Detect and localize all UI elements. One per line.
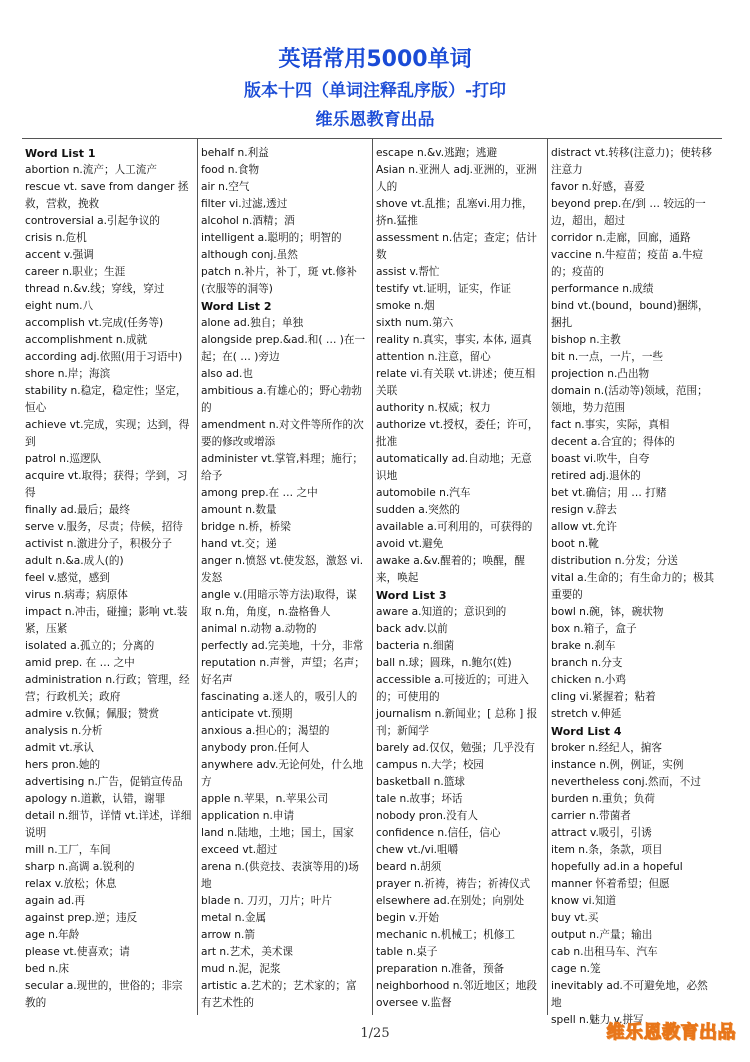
word-entry: artistic a.艺术的；艺术家的；富有艺术性的 xyxy=(201,980,357,1009)
publisher-watermark: 维乐恩教育出品 xyxy=(606,1022,736,1043)
word-entry: virus n.病毒；病原体 xyxy=(25,589,128,601)
word-entry: sharp n.高调 a.锐利的 xyxy=(25,861,135,873)
word-entry: bishop n.主教 xyxy=(551,334,621,346)
document-subtitle: 版本十四（单词注释乱序版）-打印 xyxy=(243,81,507,101)
word-entry: finally ad.最后；最终 xyxy=(25,504,130,516)
word-entry: bowl n.碗，钵，碗状物 xyxy=(551,606,664,618)
word-entry: application n.申请 xyxy=(201,810,295,822)
word-entry: amendment n.对文件等所作的次要的修改或增添 xyxy=(201,419,364,448)
word-entry: beard n.胡须 xyxy=(376,861,442,873)
word-list-heading: Word List 2 xyxy=(201,300,272,313)
word-entry: awake a.&v.醒着的；唤醒，醒来，唤起 xyxy=(376,555,525,584)
word-entry: anxious a.担心的；渴望的 xyxy=(201,725,330,737)
word-entry: bridge n.桥，桥梁 xyxy=(201,521,291,533)
word-entry: campus n.大学；校园 xyxy=(376,759,485,771)
word-entry: boast vi.吹牛，自夸 xyxy=(551,453,650,465)
word-entry: stability n.稳定，稳定性；坚定，恒心 xyxy=(25,385,187,414)
word-entry: isolated a.孤立的；分离的 xyxy=(25,640,155,652)
word-entry: branch n.分支 xyxy=(551,657,623,669)
word-entry: land n.陆地，土地；国土，国家 xyxy=(201,827,354,839)
word-entry: allow vt.允许 xyxy=(551,521,617,533)
word-entry: behalf n.利益 xyxy=(201,147,269,159)
word-entry: mechanic n.机械工；机修工 xyxy=(376,929,515,941)
word-entry: spell n.魅力 v.拼写 xyxy=(551,1014,644,1026)
publisher-line: 维乐恩教育出品 xyxy=(315,110,435,130)
word-entry: distribution n.分发；分送 xyxy=(551,555,678,567)
word-entry: assessment n.估定；查定；估计数 xyxy=(376,232,537,261)
word-entry: apple n.苹果，n.苹果公司 xyxy=(201,793,329,805)
word-entry: resign v.辞去 xyxy=(551,504,617,516)
word-entry: relate vi.有关联 vt.讲述；使互相关联 xyxy=(376,368,536,397)
word-entry: item n.条，条款，项目 xyxy=(551,844,663,856)
word-list-columns xyxy=(22,138,722,1026)
word-entry: blade n. 刀刃，刀片；叶片 xyxy=(201,895,332,907)
word-entry: bet vt.确信；用 … 打赌 xyxy=(551,487,667,499)
word-entry: perfectly ad.完美地，十分，非常 xyxy=(201,640,364,652)
word-entry: automatically ad.自动地；无意识地 xyxy=(376,453,532,482)
word-entry: stretch v.伸延 xyxy=(551,708,622,720)
word-entry: retired adj.退休的 xyxy=(551,470,641,482)
word-entry: chicken n.小鸡 xyxy=(551,674,626,686)
word-entry: bit n.一点，一片，一些 xyxy=(551,351,664,363)
word-entry: oversee v.监督 xyxy=(376,997,452,1009)
word-entry: bacteria n.细菌 xyxy=(376,640,455,652)
word-entry: serve v.服务，尽责；侍候，招待 xyxy=(25,521,183,533)
word-entry: anywhere adv.无论何处，什么地方 xyxy=(201,759,364,788)
word-entry: accomplishment n.成就 xyxy=(25,334,148,346)
word-entry: distract vt.转移(注意力)；使转移注意力 xyxy=(551,147,712,176)
word-entry: amount n.数量 xyxy=(201,504,277,516)
word-entry: art n.艺术，美术课 xyxy=(201,946,294,958)
word-entry: preparation n.准备，预备 xyxy=(376,963,505,975)
word-entry: vaccine n.牛痘苗；疫苗 a.牛痘的；疫苗的 xyxy=(551,249,704,278)
word-entry: table n.桌子 xyxy=(376,946,438,958)
word-entry: administration n.行政；管理，经营；行政机关；政府 xyxy=(25,674,190,703)
word-entry: attention n.注意，留心 xyxy=(376,351,491,363)
word-entry: admire v.钦佩；佩服；赞赏 xyxy=(25,708,160,720)
word-list-heading: Word List 4 xyxy=(551,725,622,738)
word-entry: apology n.道歉，认错，谢罪 xyxy=(25,793,166,805)
word-entry: cage n.笼 xyxy=(551,963,601,975)
word-entry: arena n.(供竞技、表演等用的)场地 xyxy=(201,861,359,890)
word-entry: attract v.吸引，引诱 xyxy=(551,827,652,839)
word-entry: projection n.凸出物 xyxy=(551,368,650,380)
word-entry: air n.空气 xyxy=(201,181,250,193)
word-entry: barely ad.仅仅，勉强；几乎没有 xyxy=(376,742,535,754)
word-entry: domain n.(活动等)领域，范围；领地，势力范围 xyxy=(551,385,708,414)
word-entry: favor n.好感，喜爱 xyxy=(551,181,645,193)
word-entry: corridor n.走廊，回廊，通路 xyxy=(551,232,691,244)
word-entry: prayer n.祈祷，祷告；祈祷仪式 xyxy=(376,878,531,890)
word-entry: decent a.合宜的；得体的 xyxy=(551,436,675,448)
word-entry: tale n.故事；坏话 xyxy=(376,793,463,805)
word-entry: confidence n.信任，信心 xyxy=(376,827,501,839)
word-entry: against prep.逆；违反 xyxy=(25,912,138,924)
word-entry: alongside prep.&ad.和( … )在一起；在( … )旁边 xyxy=(201,334,366,363)
word-entry: elsewhere ad.在别处；向别处 xyxy=(376,895,525,907)
word-entry: patch n.补片，补丁，斑 vt.修补(衣服等的洞等) xyxy=(201,266,357,295)
word-entry: reputation n.声誉，声望；名声；好名声 xyxy=(201,657,365,686)
word-entry: box n.箱子，盒子 xyxy=(551,623,637,635)
word-entry: ambitious a.有雄心的；野心勃勃的 xyxy=(201,385,362,414)
column-4 xyxy=(547,139,722,1026)
word-entry: cling vi.紧握着；粘着 xyxy=(551,691,656,703)
word-entry: again ad.再 xyxy=(25,895,85,907)
word-entry: crisis n.危机 xyxy=(25,232,87,244)
word-entry: admit vt.承认 xyxy=(25,742,94,754)
word-list-heading: Word List 1 xyxy=(25,147,96,160)
word-entry: burden n.重负；负荷 xyxy=(551,793,655,805)
word-entry: please vt.使喜欢；请 xyxy=(25,946,130,958)
word-entry: output n.产量；输出 xyxy=(551,929,653,941)
word-entry: chew vt./vi.咀嚼 xyxy=(376,844,459,856)
word-entry: vital a.生命的；有生命力的；极其重要的 xyxy=(551,572,715,601)
word-entry: automobile n.汽车 xyxy=(376,487,471,499)
word-entry: analysis n.分析 xyxy=(25,725,103,737)
word-entry: inevitably ad.不可避免地，必然地 xyxy=(551,980,708,1009)
word-entry: shove vt.乱推；乱塞vi.用力推，挤n.猛推 xyxy=(376,198,533,227)
word-entry: nobody pron.没有人 xyxy=(376,810,478,822)
word-entry: aware a.知道的；意识到的 xyxy=(376,606,507,618)
word-entry: shore n.岸；海滨 xyxy=(25,368,111,380)
word-entry: alone ad.独自；单独 xyxy=(201,317,304,329)
word-entry: Asian n.亚洲人 adj.亚洲的，亚洲人的 xyxy=(376,164,537,193)
word-entry: smoke n.烟 xyxy=(376,300,435,312)
word-entry: cab n.出租马车、汽车 xyxy=(551,946,658,958)
word-entry: back adv.以前 xyxy=(376,623,448,635)
word-list-heading: Word List 3 xyxy=(376,589,447,602)
word-entry: instance n.例，例证，实例 xyxy=(551,759,684,771)
word-entry: available a.可利用的，可获得的 xyxy=(376,521,533,533)
word-entry: broker n.经纪人，掮客 xyxy=(551,742,662,754)
word-entry: achieve vt.完成，实现；达到，得到 xyxy=(25,419,190,448)
word-entry: food n.食物 xyxy=(201,164,260,176)
document-title: 英语常用5000单词 xyxy=(278,47,472,72)
word-entry: thread n.&v.线；穿线，穿过 xyxy=(25,283,165,295)
word-entry: accent v.强调 xyxy=(25,249,94,261)
word-entry: amid prep. 在 … 之中 xyxy=(25,657,135,669)
word-entry: buy vt.买 xyxy=(551,912,599,924)
word-entry: hand vt.交；递 xyxy=(201,538,277,550)
word-entry: authority n.权威；权力 xyxy=(376,402,491,414)
word-entry: according adj.依照(用于习语中) xyxy=(25,351,183,363)
word-entry: impact n.冲击，碰撞；影响 vt.装紧，压紧 xyxy=(25,606,188,635)
word-entry: hers pron.她的 xyxy=(25,759,101,771)
word-entry: bind vt.(bound，bound)捆绑，捆扎 xyxy=(551,300,709,329)
word-entry: relax v.放松；休息 xyxy=(25,878,117,890)
word-entry: age n.年龄 xyxy=(25,929,80,941)
word-entry: intelligent a.聪明的；明智的 xyxy=(201,232,342,244)
word-entry: anger n.愤怒 vt.使发怒，激怒 vi.发怒 xyxy=(201,555,364,584)
word-entry: reality n.真实，事实, 本体, 逼真 xyxy=(376,334,532,346)
column-3 xyxy=(372,139,547,1015)
word-entry: arrow n.箭 xyxy=(201,929,255,941)
word-entry: beyond prep.在/到 … 较远的一边，超出，超过 xyxy=(551,198,706,227)
word-entry: acquire vt.取得；获得；学到，习得 xyxy=(25,470,188,499)
word-entry: carrier n.带菌者 xyxy=(551,810,631,822)
word-entry: animal n.动物 a.动物的 xyxy=(201,623,317,635)
word-entry: activist n.激进分子，积极分子 xyxy=(25,538,173,550)
word-entry: journalism n.新闻业；[ 总称 ] 报刊；新闻学 xyxy=(376,708,538,737)
word-entry: rescue vt. save from danger 拯救，营救，挽救 xyxy=(25,181,189,210)
word-entry: adult n.&a.成人(的) xyxy=(25,555,124,567)
word-entry: accomplish vt.完成(任务等) xyxy=(25,317,164,329)
word-entry: exceed vt.超过 xyxy=(201,844,278,856)
word-entry: authorize vt.授权，委任；许可，批准 xyxy=(376,419,539,448)
word-entry: bed n.床 xyxy=(25,963,70,975)
word-entry: eight num.八 xyxy=(25,300,94,312)
word-entry: escape n.&v.逃跑；逃避 xyxy=(376,147,498,159)
word-entry: ball n.球；圆珠，n.鲍尔(姓) xyxy=(376,657,512,669)
word-entry: sudden a.突然的 xyxy=(376,504,460,516)
word-entry: mud n.泥，泥浆 xyxy=(201,963,281,975)
word-entry: administer vt.掌管,料理；施行；给予 xyxy=(201,453,363,482)
word-entry: mill n.工厂，车间 xyxy=(25,844,111,856)
word-entry: angle v.(用暗示等方法)取得，谋取 n.角，角度，n.盎格鲁人 xyxy=(201,589,357,618)
word-entry: begin v.开始 xyxy=(376,912,439,924)
word-entry: metal n.金属 xyxy=(201,912,267,924)
word-entry: secular a.现世的，世俗的；非宗教的 xyxy=(25,980,183,1009)
word-entry: fact n.事实，实际，真相 xyxy=(551,419,670,431)
word-entry: although conj.虽然 xyxy=(201,249,298,261)
word-entry: know vi.知道 xyxy=(551,895,617,907)
word-entry: anticipate vt.预期 xyxy=(201,708,293,720)
word-entry: brake n.刹车 xyxy=(551,640,616,652)
word-entry: also ad.也 xyxy=(201,368,253,380)
word-entry: alcohol n.酒精；酒 xyxy=(201,215,295,227)
word-entry: basketball n.篮球 xyxy=(376,776,465,788)
word-entry: controversial a.引起争议的 xyxy=(25,215,161,227)
column-2 xyxy=(197,139,372,1015)
word-entry: career n.职业；生涯 xyxy=(25,266,126,278)
word-entry: advertising n.广告，促销宣传品 xyxy=(25,776,183,788)
word-entry: sixth num.第六 xyxy=(376,317,454,329)
word-entry: feel v.感觉，感到 xyxy=(25,572,110,584)
word-entry: performance n.成绩 xyxy=(551,283,654,295)
word-entry: accessible a.可接近的；可进入的；可使用的 xyxy=(376,674,529,703)
word-entry: boot n.靴 xyxy=(551,538,599,550)
word-entry: testify vt.证明，证实，作证 xyxy=(376,283,512,295)
word-entry: anybody pron.任何人 xyxy=(201,742,310,754)
word-entry: nevertheless conj.然而，不过 xyxy=(551,776,701,788)
word-entry: filter vi.过滤,透过 xyxy=(201,198,288,210)
word-entry: hopefully ad.in a hopeful manner 怀着希望；但愿 xyxy=(551,861,683,890)
column-1 xyxy=(22,139,197,1015)
word-entry: avoid vt.避免 xyxy=(376,538,444,550)
word-entry: neighborhood n.邻近地区；地段 xyxy=(376,980,537,992)
word-entry: detail n.细节，详情 vt.详述，详细说明 xyxy=(25,810,192,839)
page-number: 1/25 xyxy=(360,1026,390,1041)
word-entry: abortion n.流产；人工流产 xyxy=(25,164,157,176)
word-entry: among prep.在 … 之中 xyxy=(201,487,318,499)
word-entry: patrol n.巡逻队 xyxy=(25,453,102,465)
word-entry: fascinating a.迷人的，吸引人的 xyxy=(201,691,358,703)
word-entry: assist v.帮忙 xyxy=(376,266,440,278)
